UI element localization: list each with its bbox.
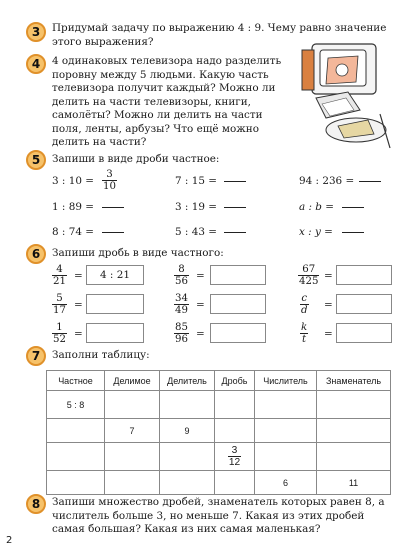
- task-6-fraction-2: $\frac{8}{56}$: [175, 264, 188, 287]
- task-6-answer-box-4[interactable]: [86, 294, 144, 314]
- task-5-blank-2[interactable]: [224, 181, 246, 182]
- task-6-fraction-7: $\frac{1}{52}$: [53, 322, 66, 345]
- task-6-title: Запиши дробь в виде частного:: [52, 247, 224, 259]
- task-5-expr-9: x : y =: [299, 226, 333, 238]
- task-6-answer-box-5[interactable]: [210, 294, 266, 314]
- table-header-denominator: Знаменатель: [317, 371, 391, 391]
- task-number-4: 4: [26, 54, 46, 74]
- table-header-quotient: Частное: [47, 371, 105, 391]
- table-cell[interactable]: [317, 419, 391, 443]
- table-cell[interactable]: [215, 471, 255, 495]
- task-5-expr-7: 8 : 74 =: [52, 226, 94, 238]
- table-cell[interactable]: [317, 443, 391, 471]
- task-6-answer-box-2[interactable]: [210, 265, 266, 285]
- table-cell: 5 : 8: [47, 391, 105, 419]
- task-6-eq-4: =: [74, 299, 83, 311]
- table-header-numerator: Числитель: [255, 371, 317, 391]
- task-5-expr-4: 1 : 89 =: [52, 201, 94, 213]
- task-6-eq-1: =: [74, 270, 83, 282]
- task-6-fraction-4: $\frac{5}{17}$: [53, 293, 66, 316]
- task-6-answer-box-7[interactable]: [86, 323, 144, 343]
- task-5-expr-8: 5 : 43 =: [175, 226, 217, 238]
- table-cell[interactable]: [255, 443, 317, 471]
- table-cell-fraction: $\frac{3}{12}$: [215, 443, 255, 471]
- table-cell: 11: [317, 471, 391, 495]
- task-6-answer-box-1[interactable]: 4 : 21: [86, 265, 144, 285]
- task-number-3: 3: [26, 22, 46, 42]
- task-6-answer-box-3[interactable]: [336, 265, 392, 285]
- task-6-answer-box-6[interactable]: [336, 294, 392, 314]
- table-cell[interactable]: [215, 419, 255, 443]
- table-header-divisor: Делитель: [160, 371, 215, 391]
- task-5-blank-4[interactable]: [102, 207, 124, 208]
- table-cell[interactable]: [47, 443, 105, 471]
- task-6-eq-8: =: [196, 328, 205, 340]
- task-7-title: Заполни таблицу:: [52, 349, 150, 361]
- task-6-fraction-9: $\frac{k}{t}$: [301, 322, 308, 345]
- task-5-expr-6: a : b =: [299, 201, 334, 213]
- task-3-text: Придумай задачу по выражению 4 : 9. Чему равно значение этого выражения?: [52, 22, 387, 48]
- table-cell[interactable]: [317, 391, 391, 419]
- table-cell[interactable]: [160, 443, 215, 471]
- task-5-expr-1: 3 : 10 =: [52, 175, 94, 187]
- task-5-blank-5[interactable]: [224, 207, 246, 208]
- task-5-expr-3: 94 : 236 =: [299, 175, 355, 187]
- table-cell[interactable]: [160, 471, 215, 495]
- page-number: 2: [6, 535, 13, 546]
- table-cell: 7: [105, 419, 160, 443]
- tv-book-plate-illustration: [298, 36, 394, 152]
- task-number-8: 8: [26, 494, 46, 514]
- task-5-fraction-1: $\frac{3}{10}$: [103, 169, 116, 192]
- task-6-answer-box-8[interactable]: [210, 323, 266, 343]
- task-6-eq-6: =: [324, 299, 333, 311]
- task-6-eq-7: =: [74, 328, 83, 340]
- task-5-title: Запиши в виде дроби частное:: [52, 153, 220, 165]
- task-number-7: 7: [26, 346, 46, 366]
- table-cell[interactable]: [215, 391, 255, 419]
- task-6-fraction-6: $\frac{c}{d}$: [301, 293, 308, 316]
- table-cell[interactable]: [255, 419, 317, 443]
- task-6-eq-2: =: [196, 270, 205, 282]
- table-cell[interactable]: [105, 443, 160, 471]
- task-5-blank-8[interactable]: [224, 232, 246, 233]
- task-5-expr-2: 7 : 15 =: [175, 175, 217, 187]
- task-6-eq-5: =: [196, 299, 205, 311]
- table-cell[interactable]: [160, 391, 215, 419]
- task-number-6: 6: [26, 244, 46, 264]
- task-6-fraction-8: $\frac{85}{96}$: [175, 322, 188, 345]
- task-6-fraction-3: $\frac{67}{425}$: [299, 264, 319, 287]
- table-cell[interactable]: [47, 471, 105, 495]
- task-5-blank-3[interactable]: [359, 181, 381, 182]
- table-cell[interactable]: [105, 471, 160, 495]
- task-5-expr-5: 3 : 19 =: [175, 201, 217, 213]
- task-4-text: 4 одинаковых телевизора надо разделить поровну между 5 людьми. Какую часть телевизора получит каждый? Можно ли делить на части телевизоры, книги, самолёты? Можно ли делить на части поля, ленты, арбузы? Что ещё можно делить на части?: [52, 55, 282, 148]
- table-cell[interactable]: [105, 391, 160, 419]
- task-6-eq-9: =: [324, 328, 333, 340]
- table-header-fraction: Дробь: [215, 371, 255, 391]
- task-8-text: Запиши множество дробей, знаменатель которых равен 8, а числитель больше 3, но меньше 7. Какая из этих дробей самая большая? Какая из них самая маленькая?: [52, 496, 385, 535]
- task-5-blank-7[interactable]: [102, 232, 124, 233]
- task-6-eq-3: =: [324, 270, 333, 282]
- fraction-table: [46, 370, 391, 495]
- table-cell: 6: [255, 471, 317, 495]
- task-6-answer-box-9[interactable]: [336, 323, 392, 343]
- task-6-fraction-1: $\frac{4}{21}$: [53, 264, 66, 287]
- table-cell[interactable]: [255, 391, 317, 419]
- task-5-blank-9[interactable]: [342, 232, 364, 233]
- task-5-blank-6[interactable]: [342, 207, 364, 208]
- table-header-dividend: Делимое: [105, 371, 160, 391]
- table-cell: 9: [160, 419, 215, 443]
- task-number-5: 5: [26, 150, 46, 170]
- table-cell[interactable]: [47, 419, 105, 443]
- task-6-fraction-5: $\frac{34}{49}$: [175, 293, 188, 316]
